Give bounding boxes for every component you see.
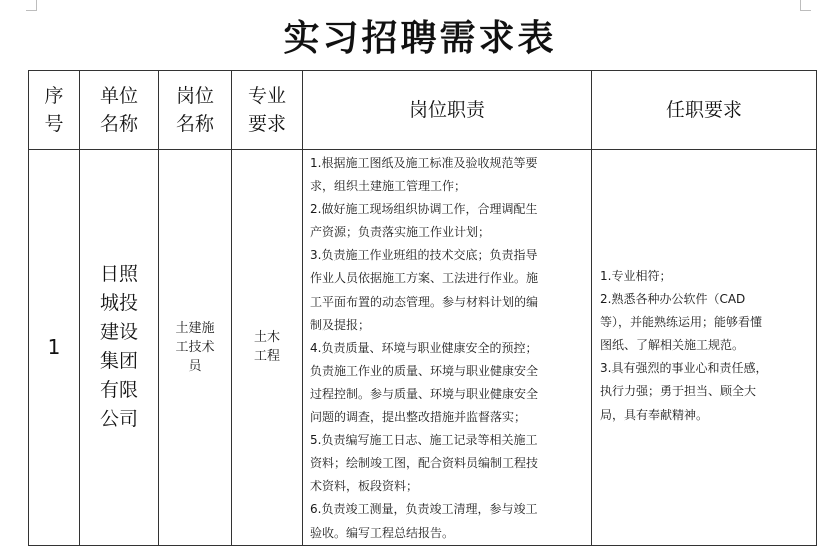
post-name-line: 员 [188, 358, 202, 374]
header-job-requirement: 任职要求 [592, 71, 817, 150]
duty-line: 制及提报； [310, 317, 371, 332]
duty-line: 工平面布置的动态管理。参与材料计划的编 [310, 294, 539, 309]
requirement-line: 2.熟悉各种办公软件（CAD [600, 292, 746, 307]
duty-line: 求，组织土建施工管理工作； [310, 179, 467, 194]
duty-line: 4.负责质量、环境与职业健康安全的预控； [310, 340, 538, 355]
unit-name-line: 有限 [99, 379, 138, 402]
duty-line: 6.负责竣工测量，负责竣工清理，参与竣工 [310, 502, 538, 517]
requirement-line: 图纸、了解相关施工规范。 [600, 338, 745, 353]
header-major-requirement: 专业 要求 [232, 71, 303, 150]
header-seq: 序 号 [29, 71, 80, 150]
requirement-line: 局，具有奉献精神。 [600, 407, 709, 422]
duty-line: 问题的调查，提出整改措施并监督落实； [310, 410, 527, 425]
header-unit-name: 单位 名称 [80, 71, 159, 150]
table-row [29, 150, 817, 546]
requirement-line: 1.专业相符； [600, 268, 672, 283]
cell-post-duty [303, 150, 592, 546]
post-name-line: 工技术 [175, 339, 215, 355]
header-post-duty: 岗位职责 [303, 71, 592, 150]
duty-line: 过程控制。参与质量、环境与职业健康安全 [310, 386, 539, 401]
table-header-row [29, 71, 817, 150]
cell-job-requirement [592, 150, 817, 546]
unit-name-line: 城投 [99, 292, 138, 315]
duty-line: 1.根据施工图纸及施工标准及验收规范等要 [310, 156, 538, 170]
duty-line: 资料；绘制竣工图，配合资料员编制工程技 [310, 456, 539, 471]
cell-seq: 1 [29, 150, 80, 546]
recruitment-table [28, 70, 817, 546]
major-line: 土木 [253, 330, 280, 346]
duty-line: 验收。编写工程总结报告。 [310, 525, 455, 540]
duty-line: 2.做好施工现场组织协调工作，合理调配生 [310, 202, 538, 217]
duty-line: 术资料，板段资料； [310, 479, 419, 494]
duty-line: 3.负责施工作业班组的技术交底；负责指导 [310, 248, 538, 263]
requirement-line: 等），并能熟练运用；能够看懂 [600, 315, 763, 330]
document-title: 实习招聘需求表 [283, 18, 557, 59]
page-corner-mark-right [800, 0, 811, 11]
post-name-line: 土建施 [175, 320, 215, 336]
duty-line: 5.负责编写施工日志、施工记录等相关施工 [310, 433, 538, 448]
unit-name-line: 日照 [99, 263, 138, 286]
duty-line: 负责施工作业的质量、环境与职业健康安全 [310, 363, 539, 378]
unit-name-line: 公司 [99, 408, 138, 431]
duty-line: 作业人员依据施工方案、工法进行作业。施 [310, 271, 539, 286]
cell-major [232, 150, 303, 546]
cell-unit-name [80, 150, 159, 546]
major-line: 工程 [253, 349, 280, 365]
page-corner-mark-left [26, 0, 37, 11]
header-post-name: 岗位 名称 [159, 71, 232, 150]
unit-name-line: 集团 [99, 350, 138, 373]
duty-line: 产资源；负责落实施工作业计划； [310, 225, 491, 240]
requirement-block [600, 265, 808, 427]
unit-name-line: 建设 [99, 321, 138, 344]
requirement-line: 执行力强；勇于担当、顾全大 [600, 384, 757, 399]
requirement-line: 3.具有强烈的事业心和责任感， [600, 361, 768, 376]
cell-post-name [159, 150, 232, 546]
